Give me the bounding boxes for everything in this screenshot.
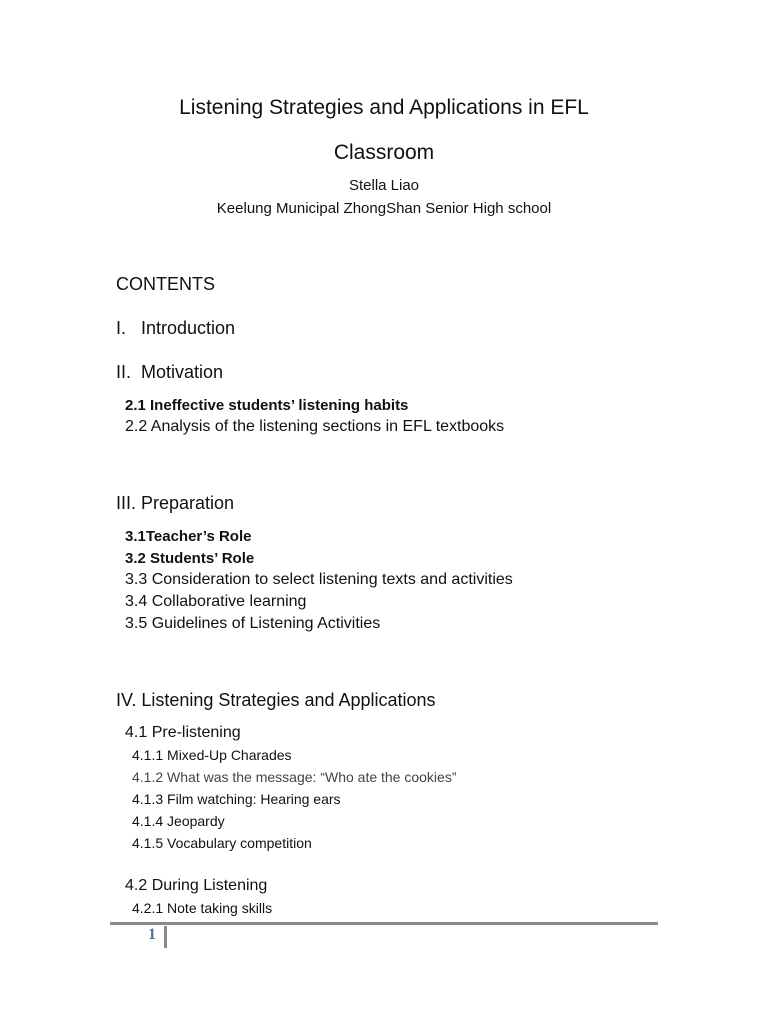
item-4-2-1: 4.2.1 Note taking skills <box>132 900 273 916</box>
subsection-4-1: 4.1 Pre-listening <box>125 724 241 741</box>
page-number-divider <box>164 926 167 948</box>
item-4-1-3: 4.1.3 Film watching: Hearing ears <box>132 791 341 807</box>
subsection-3-1: 3.1Teacher’s Role <box>125 528 252 545</box>
contents-heading: CONTENTS <box>116 274 215 294</box>
item-4-1-1: 4.1.1 Mixed-Up Charades <box>132 747 292 763</box>
subsection-4-2: 4.2 During Listening <box>125 877 268 894</box>
subsection-3-2: 3.2 Students’ Role <box>125 550 255 567</box>
subsection-3-4: 3.4 Collaborative learning <box>125 593 307 610</box>
section-motivation: II. Motivation <box>116 362 224 382</box>
section-listening-strategies: IV. Listening Strategies and Applications <box>116 690 436 710</box>
document-title-line-2: Classroom <box>333 141 435 164</box>
subsection-2-1: 2.1 Ineffective students’ listening habits <box>125 397 409 414</box>
document-title-line-1: Listening Strategies and Applications in EFL <box>179 96 589 119</box>
subsection-3-3: 3.3 Consideration to select listening texts and activities <box>125 571 513 588</box>
section-introduction: I. Introduction <box>116 318 236 338</box>
subsection-2-2: 2.2 Analysis of the listening sections in EFL textbooks <box>125 418 505 435</box>
section-preparation: III. Preparation <box>116 493 235 513</box>
author-name: Stella Liao <box>348 177 420 194</box>
item-4-1-2: 4.1.2 What was the message: “Who ate the cookies” <box>132 769 457 785</box>
subsection-3-5: 3.5 Guidelines of Listening Activities <box>125 615 381 632</box>
footer-rule <box>110 922 658 925</box>
author-affiliation: Keelung Municipal ZhongShan Senior High school <box>216 200 552 217</box>
item-4-1-4: 4.1.4 Jeopardy <box>132 813 225 829</box>
item-4-1-5: 4.1.5 Vocabulary competition <box>132 835 312 851</box>
page-number: 1 <box>148 926 156 943</box>
